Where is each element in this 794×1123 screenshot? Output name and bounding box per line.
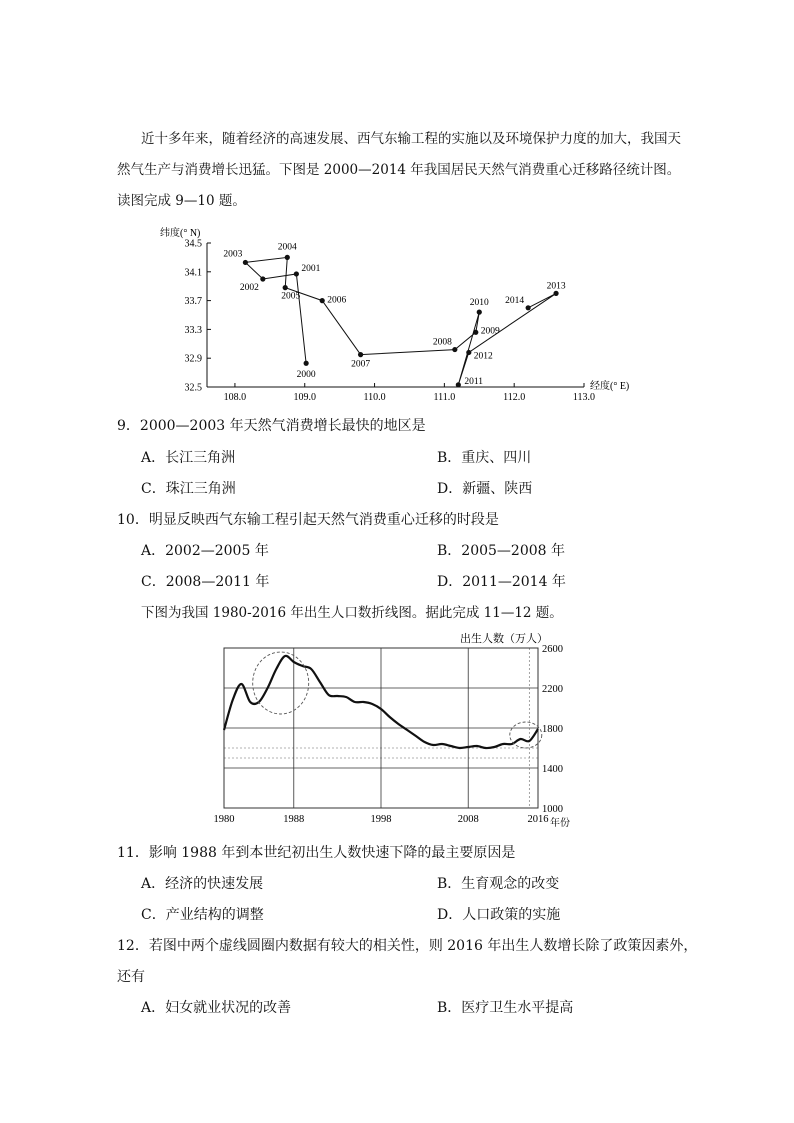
chart1-point-2012: [466, 350, 471, 355]
gas-consumption-center-chart: [150, 222, 630, 408]
q9-option-b[interactable]: B．重庆、四川: [437, 450, 532, 466]
chart1-point-2001: [294, 271, 299, 276]
chart1-point-2010: [477, 310, 482, 315]
chart1-point-label-2004: 2004: [277, 242, 297, 253]
chart1-x-tick-label: 113.0: [572, 392, 596, 403]
chart2-x-tick-label: 1998: [370, 814, 392, 825]
chart1-x-tick-label: 110.0: [363, 392, 386, 403]
chart1-point-label-2005: 2005: [281, 291, 301, 302]
chart1-point-label-2003: 2003: [223, 249, 243, 260]
chart2-y-tick-label: 2200: [542, 684, 563, 695]
chart1-point-label-2000: 2000: [296, 370, 316, 381]
chart1-point-2008: [452, 347, 457, 352]
chart1-y-tick-label: 33.3: [184, 324, 202, 336]
q9-option-d[interactable]: D．新疆、陕西: [437, 481, 533, 497]
intro-paragraph-1: [117, 124, 687, 217]
q12-option-b[interactable]: B．医疗卫生水平提高: [437, 1000, 574, 1016]
chart1-point-2005: [283, 285, 288, 290]
chart2-x-tick-label: 1980: [213, 814, 235, 825]
q11-option-a[interactable]: A．经济的快速发展: [141, 876, 264, 892]
chart1-point-label-2006: 2006: [327, 295, 347, 306]
q11-option-b[interactable]: B．生育观念的改变: [437, 876, 560, 892]
chart1-point-label-2014: 2014: [505, 295, 525, 306]
chart1-point-2011: [456, 382, 461, 387]
chart1-x-tick-label: 111.0: [433, 392, 456, 403]
chart1-point-2014: [526, 305, 531, 310]
chart2-x-label: 年份: [550, 818, 570, 829]
chart2-y-label: 出生人数（万人）: [460, 633, 548, 645]
chart2-y-tick-label: 1400: [542, 764, 563, 775]
chart1-point-2013: [553, 291, 558, 296]
question-11-stem: 11．影响 1988 年到本世纪初出生人数快速下降的最主要原因是: [117, 845, 516, 861]
chart2-x-tick-label: 2008: [457, 814, 479, 825]
chart1-x-tick-label: 108.0: [223, 392, 247, 403]
q10-option-c[interactable]: C．2008—2011 年: [141, 574, 270, 590]
chart2-y-tick-label: 2600: [542, 644, 563, 655]
birth-population-chart: [205, 628, 605, 832]
chart1-point-2009: [473, 330, 478, 335]
chart1-y-tick-label: 32.9: [184, 353, 202, 365]
question-12-stem-line2: 还有: [117, 969, 145, 985]
q12-option-a[interactable]: A．妇女就业状况的改善: [141, 1000, 292, 1016]
chart1-point-2006: [320, 298, 325, 303]
chart1-y-tick-label: 32.5: [184, 382, 202, 394]
q10-option-b[interactable]: B．2005—2008 年: [437, 543, 565, 559]
q9-option-a[interactable]: A．长江三角洲: [141, 450, 236, 466]
chart2-x-tick-label: 2016: [527, 814, 549, 825]
chart1-point-label-2009: 2009: [480, 326, 500, 337]
chart1-point-2000: [304, 361, 309, 366]
chart1-point-label-2007: 2007: [351, 359, 371, 370]
chart1-point-label-2002: 2002: [239, 283, 259, 293]
q10-option-d[interactable]: D．2011—2014 年: [437, 574, 566, 590]
chart1-x-label: 经度(° E): [590, 381, 630, 392]
question-9-stem: 9．2000—2003 年天然气消费增长最快的地区是: [117, 418, 426, 434]
chart1-point-2002: [260, 276, 265, 281]
q11-option-c[interactable]: C．产业结构的调整: [141, 907, 264, 923]
chart1-migration-path: [245, 257, 556, 384]
q9-option-c[interactable]: C．珠江三角洲: [141, 481, 236, 497]
chart1-x-tick-label: 109.0: [293, 392, 316, 403]
chart1-axes: [207, 243, 584, 387]
q11-option-d[interactable]: D．人口政策的实施: [437, 907, 561, 923]
question-10-stem: 10．明显反映西气东输工程引起天然气消费重心迁移的时段是: [117, 512, 499, 528]
chart1-point-2007: [358, 352, 363, 357]
chart2-x-tick-label: 1988: [283, 814, 305, 825]
chart1-point-2003: [243, 260, 248, 265]
chart2-y-tick-label: 1000: [542, 804, 563, 815]
chart1-point-2004: [285, 255, 290, 260]
chart2-dashed-ellipse-2016: [510, 722, 542, 748]
chart1-y-label: 纬度(° N): [160, 228, 201, 239]
chart1-point-label-2013: 2013: [546, 281, 566, 292]
question-12-stem-line1: 12．若图中两个虚线圆圈内数据有较大的相关性，则 2016 年出生人数增长除了政策因素外，: [117, 938, 698, 954]
chart1-point-label-2010: 2010: [469, 298, 489, 309]
chart1-y-tick-label: 34.5: [184, 238, 202, 250]
chart1-point-label-2011: 2011: [464, 376, 483, 387]
chart1-x-tick-label: 112.0: [503, 392, 526, 403]
chart1-point-label-2008: 2008: [432, 337, 452, 348]
chart1-point-label-2012: 2012: [473, 351, 493, 362]
chart1-point-label-2001: 2001: [301, 263, 321, 274]
chart2-y-tick-label: 1800: [542, 724, 563, 735]
chart1-y-tick-label: 33.7: [184, 296, 202, 308]
intro-text-1: 近十多年来，随着经济的高速发展、西气东输工程的实施以及环境保护力度的加大，我国天然气生产与消费增长迅猛。下图是 2000—2014 年我国居民天然气消费重心迁移路径统计图。读图完成 9—10 题。: [117, 131, 681, 209]
intro-paragraph-2: 下图为我国 1980-2016 年出生人口数折线图。据此完成 11—12 题。: [141, 605, 563, 621]
q10-option-a[interactable]: A．2002—2005 年: [141, 543, 269, 559]
chart1-y-tick-label: 34.1: [184, 267, 202, 279]
